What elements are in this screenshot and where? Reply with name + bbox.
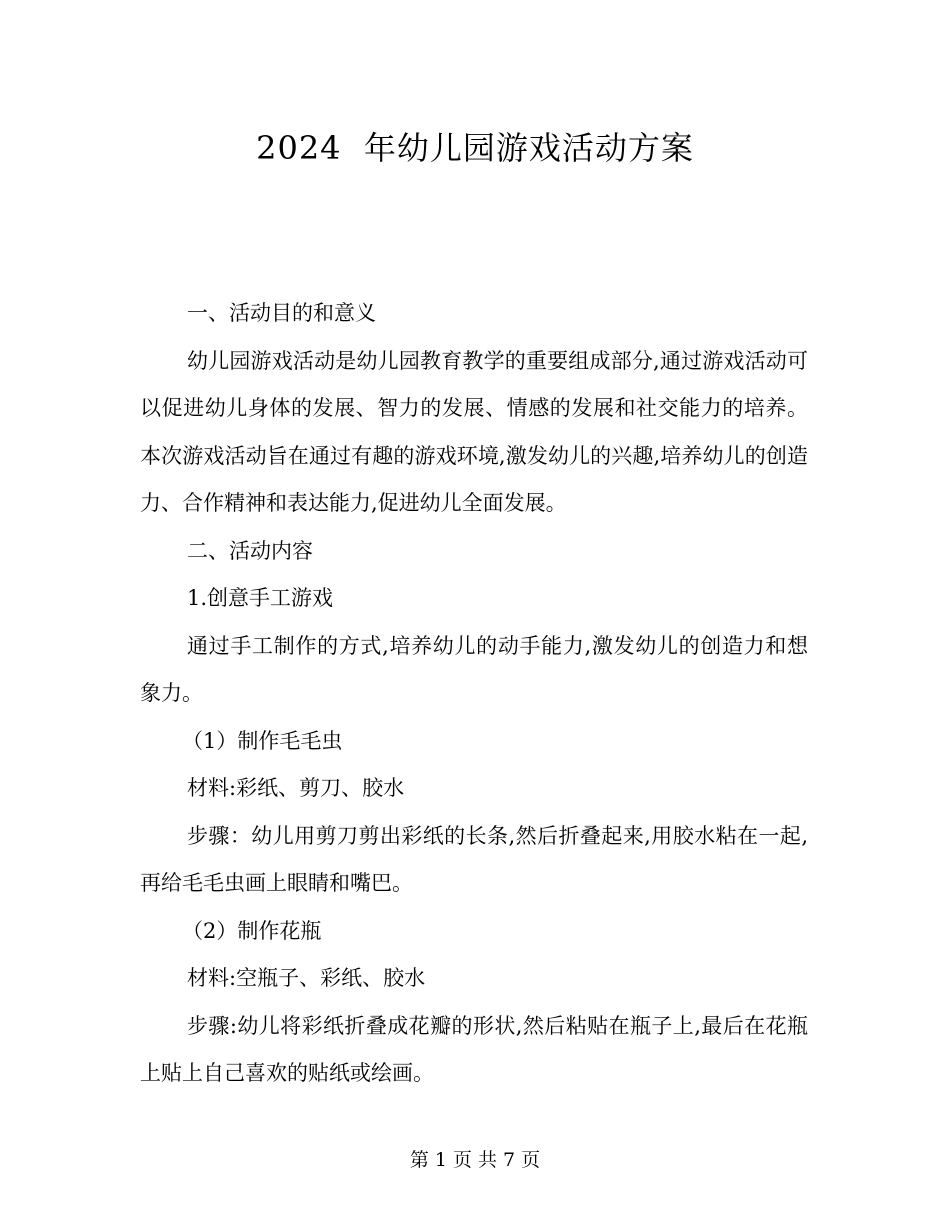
item-heading-vase: （2）制作花瓶 <box>182 918 322 943</box>
item-heading-caterpillar: （1）制作毛毛虫 <box>182 728 343 753</box>
section-heading-content: 二、活动内容 <box>187 538 313 563</box>
materials-caterpillar: 材料:彩纸、剪刀、胶水 <box>187 776 405 800</box>
paragraph-handcraft: 通过手工制作的方式,培养幼儿的动手能力,激发幼儿的创造力和想象力。 <box>140 633 808 705</box>
steps-vase: 步骤:幼儿将彩纸折叠成花瓣的形状,然后粘贴在瓶子上,最后在花瓶上贴上自己喜欢的贴纸或绘画。 <box>140 1013 808 1085</box>
document-title: 2024 年幼儿园游戏活动方案 <box>256 129 694 167</box>
page-number-footer: 第 1 页 共 7 页 <box>409 1149 541 1171</box>
materials-vase: 材料:空瓶子、彩纸、胶水 <box>187 966 426 990</box>
document-body <box>140 290 808 1098</box>
subsection-heading-handcraft: 1.创意手工游戏 <box>187 586 334 610</box>
section-heading-purpose: 一、活动目的和意义 <box>187 301 376 325</box>
steps-caterpillar: 步骤：幼儿用剪刀剪出彩纸的长条,然后折叠起来,用胶水粘在一起,再给毛毛虫画上眼睛和嘴巴。 <box>140 823 808 895</box>
paragraph-purpose: 幼儿园游戏活动是幼儿园教育教学的重要组成部分,通过游戏活动可以促进幼儿身体的发展、智力的发展、情感的发展和社交能力的培养。本次游戏活动旨在通过有趣的游戏环境,激发幼儿的兴趣,培养幼儿的创造力、合作精神和表达能力,促进幼儿全面发展。 <box>140 348 808 515</box>
